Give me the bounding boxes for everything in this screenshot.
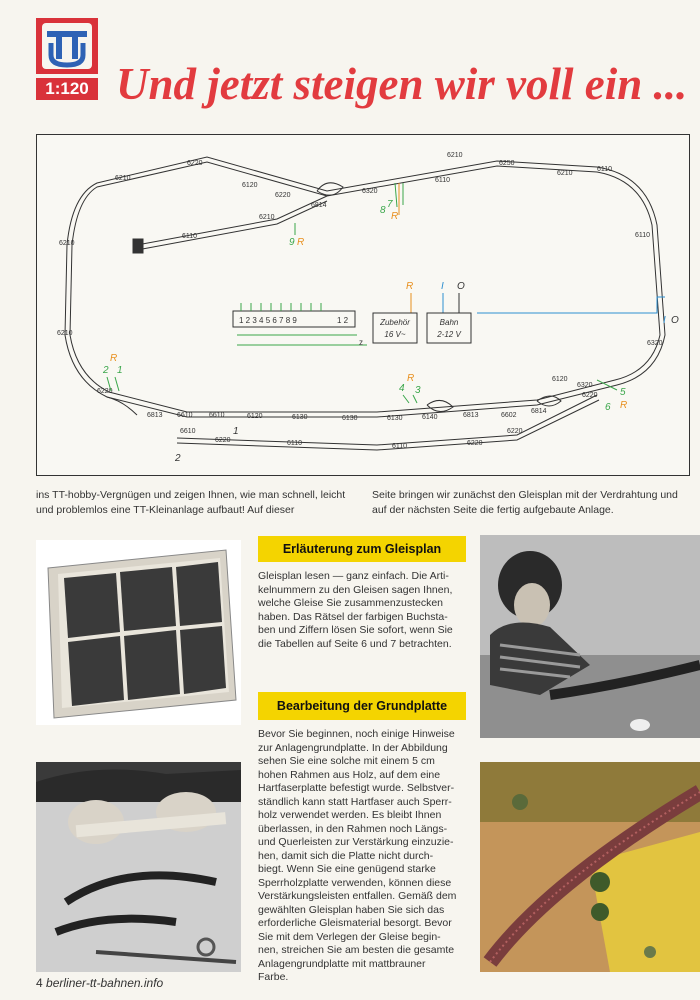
track-label: 6814 xyxy=(531,408,547,415)
text-line: Hartfaserplatte befestigt wurde. Selbstver- xyxy=(258,782,455,794)
wire-marker: R xyxy=(110,353,118,364)
page-headline: Und jetzt steigen wir voll ein ... xyxy=(116,59,688,109)
wire-marker: R xyxy=(620,400,628,411)
track-label: 6610 xyxy=(180,428,196,435)
text-line: ständlich kann statt Hartfaser auch Sperr- xyxy=(258,795,452,808)
wire-marker: 7 xyxy=(387,199,393,210)
track-label: 6610 xyxy=(177,412,193,419)
track-label: 6110 xyxy=(635,232,651,239)
text-line: Sperrholzplatte verwenden, können diese xyxy=(258,876,452,889)
baseplate-photo xyxy=(36,540,241,725)
track-label: 6210 xyxy=(557,170,573,177)
track-label: 6130 xyxy=(342,415,358,422)
section-title-gleisplan: Erläuterung zum Gleisplan xyxy=(258,536,466,562)
track-label: 6220 xyxy=(215,437,231,444)
wire-marker: R xyxy=(391,211,399,222)
track-label: 6250 xyxy=(499,160,515,167)
track-label: 6320 xyxy=(362,188,378,195)
page-number: 4 xyxy=(36,976,43,990)
track-label: 6210 xyxy=(115,175,131,182)
text-line: holz verwendet werden. Es bleibt Ihnen xyxy=(258,809,442,821)
wire-marker: 8 xyxy=(380,205,386,216)
page-footer xyxy=(36,976,163,990)
track-label: 6110 xyxy=(435,177,451,184)
text-line: erforderliche Gleismaterial besorgt. Bevor xyxy=(258,917,452,929)
scale-badge: 1:120 xyxy=(36,78,98,100)
wire-marker: 2 xyxy=(103,365,109,376)
transformer-track-volt: 2-12 V xyxy=(437,330,461,339)
text-line: nen, streichen Sie am besten die gesamte xyxy=(258,944,455,956)
wire-marker: 1 xyxy=(117,365,123,376)
track-label: 6140 xyxy=(422,414,438,421)
wire-marker: O xyxy=(671,315,679,326)
text-line: Anlagengrundplatte mit mattbrauner xyxy=(258,957,426,970)
wire-marker: 6 xyxy=(605,402,611,413)
track-label: 6220 xyxy=(187,160,203,167)
text-line: Verstärkungsleisten entfallen. Gemäß dem xyxy=(258,890,457,902)
text-line: sehen Sie eine solche mit einem 5 cm xyxy=(258,755,435,767)
track-label: 6220 xyxy=(467,440,483,447)
track-label: 6814 xyxy=(311,202,327,209)
track-label: 6130 xyxy=(387,415,403,422)
transformer-track: Bahn xyxy=(439,318,459,327)
wire-marker: R xyxy=(407,373,415,384)
wire-marker: R xyxy=(297,237,305,248)
intro-text-right: Seite bringen wir zunächst den Gleisplan mit der Verdrahtung und auf der nächsten Seite die fertig aufgebaute Anlage. xyxy=(372,489,678,516)
section-title-grundplatte: Bearbeitung der Grundplatte xyxy=(258,692,466,720)
text-line: haben. Das Rätsel der farbigen Buchsta- xyxy=(258,610,448,623)
switch-numbers: 1 2 3 4 5 6 7 8 9 xyxy=(239,316,297,325)
transformer-accessory-volt: 16 V~ xyxy=(384,330,406,339)
site-credit: berliner-tt-bahnen.info xyxy=(46,976,164,990)
wire-marker: O xyxy=(457,281,465,292)
text-line: zur Anlagengrundplatte. In der Abbildung xyxy=(258,741,448,754)
text-line: Sie mit dem Verlegen der Gleise begin- xyxy=(258,930,441,943)
track-label: 6610 xyxy=(209,412,225,419)
track-label: 6220 xyxy=(275,192,291,199)
text-line: Bevor Sie beginnen, noch einige Hinweise xyxy=(258,728,455,740)
wire-marker: R xyxy=(406,281,414,292)
track-plan xyxy=(36,134,690,476)
boy-track-photo xyxy=(480,535,700,738)
text-line: Farbe. xyxy=(258,971,289,983)
text-line: gewählten Gleisplan haben Sie sich das xyxy=(258,903,445,916)
text-line: hen, damit sich die Platte nicht durch- xyxy=(258,849,434,862)
wire-marker: 4 xyxy=(399,383,405,394)
track-label: 6210 xyxy=(259,214,275,221)
section-body-gleisplan xyxy=(258,570,468,651)
track-label: 6110 xyxy=(597,166,613,173)
text-line: kelnummern zu den Gleisen sagen Ihnen, xyxy=(258,583,453,596)
track-label: 6110 xyxy=(287,440,303,447)
track-label: 6320 xyxy=(577,382,593,389)
intro-text-left: ins TT-hobby-Vergnügen und zeigen Ihnen, wie man schnell, leicht und problemlos eine TT-Kleinanlage aufbaut! Auf dieser xyxy=(36,489,346,516)
text-line: die Tabellen auf Seite 6 und 7 betrachten. xyxy=(258,637,452,650)
track-label: 6120 xyxy=(242,182,258,189)
track-label: 6813 xyxy=(147,412,163,419)
text-line: biegt. Wenn Sie eine genügend starke xyxy=(258,863,436,875)
track-label: 6130 xyxy=(292,414,308,421)
track-label: 6220 xyxy=(582,392,598,399)
switch-right: 1 2 xyxy=(337,316,349,325)
track-label: 6210 xyxy=(57,330,73,337)
wire-marker: 3 xyxy=(415,385,421,396)
text-line: ben und Ziffern lösen Sie sofort, wenn Sie xyxy=(258,624,453,636)
track-label: 6110 xyxy=(392,443,408,450)
track-label: 6110 xyxy=(182,233,198,240)
track-label: 6210 xyxy=(59,240,75,247)
track-label: 6602 xyxy=(501,412,517,419)
section-body-grundplatte xyxy=(258,728,474,985)
text-line: und Querleisten zur Verstärkung einzuzie- xyxy=(258,836,454,848)
text-line: welche Gleise Sie zusammenzustecken xyxy=(258,597,444,609)
transformer-accessory: Zubehör xyxy=(380,318,410,327)
wire-z: z xyxy=(359,338,363,347)
wire-marker: 9 xyxy=(289,237,295,248)
track-label: 6210 xyxy=(447,152,463,159)
wire-marker: 2 xyxy=(175,453,181,464)
wire-marker: 5 xyxy=(620,387,626,398)
landscape-photo xyxy=(480,762,700,972)
track-label: 6220 xyxy=(97,388,113,395)
wire-marker: I xyxy=(441,281,444,292)
track-label: 6813 xyxy=(463,412,479,419)
track-label: 6120 xyxy=(552,376,568,383)
track-label: 6120 xyxy=(247,413,263,420)
text-line: überlassen, in den Rahmen noch Längs- xyxy=(258,822,448,835)
text-line: Gleisplan lesen — ganz einfach. Die Arti- xyxy=(258,570,449,582)
track-label: 6220 xyxy=(507,428,523,435)
wire-marker: 1 xyxy=(233,426,239,437)
wire-marker: I xyxy=(663,315,666,326)
text-line: hohen Rahmen aus Holz, auf dem eine xyxy=(258,768,441,781)
tt-logo xyxy=(36,18,98,74)
track-label: 6320 xyxy=(647,340,663,347)
hands-tracks-photo xyxy=(36,762,241,972)
